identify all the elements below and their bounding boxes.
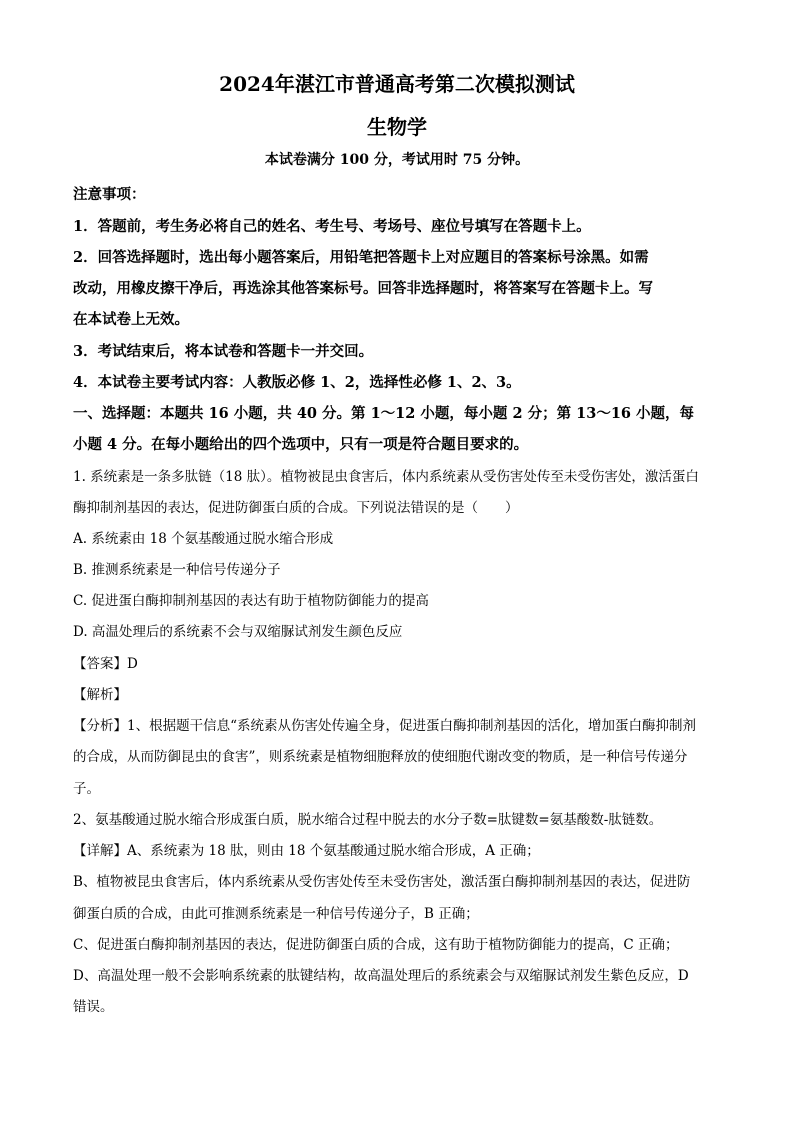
section-heading-line: 一、选择题：本题共 16 小题，共 40 分。第 1～12 小题，每小题 2 分；第 13～16 小题，每 (73, 405, 695, 422)
note-line: 2．回答选择题时，选出每小题答案后，用铅笔把答题卡上对应题目的答案标号涂黑。如需 (73, 249, 649, 266)
analysis-line: 的合成，从而防御昆虫的食害”，则系统素是植物细胞释放的使细胞代谢改变的物质，是一种信号传递分 (73, 749, 688, 765)
note-line: 改动，用橡皮擦干净后，再选涂其他答案标号。回答非选择题时，将答案写在答题卡上。写 (73, 280, 653, 297)
analysis-line: 错误。 (73, 999, 114, 1015)
analysis-line: 【分析】1、根据题干信息“系统素从伤害处传遍全身，促进蛋白酶抑制剂基因的活化，增加蛋白酶抑制剂 (73, 718, 696, 734)
note-line: 3．考试结束后，将本试卷和答题卡一并交回。 (73, 343, 374, 360)
notes-heading: 注意事项： (73, 186, 146, 203)
option-b: B. 推测系统素是一种信号传递分子 (73, 562, 281, 578)
option-d: D. 高温处理后的系统素不会与双缩脲试剂发生颜色反应 (73, 624, 403, 640)
analysis-heading: 【解析】 (73, 687, 127, 703)
answer-line: 【答案】D (73, 656, 138, 672)
analysis-line: B、植物被昆虫食害后，体内系统素从受伤害处传至未受伤害处，激活蛋白酶抑制剂基因的表达，促进防 (73, 874, 691, 890)
analysis-line: C、促进蛋白酶抑制剂基因的表达，促进防御蛋白质的合成，这有助于植物防御能力的提高，C 正确； (73, 937, 679, 953)
question-stem-line: 酶抑制剂基因的表达，促进防御蛋白质的合成。下列说法错误的是（ ） (73, 500, 519, 516)
note-line: 在本试卷上无效。 (73, 311, 189, 328)
exam-info: 本试卷满分 100 分，考试用时 75 分钟。 (264, 152, 530, 168)
option-a: A. 系统素由 18 个氨基酸通过脱水缩合形成 (73, 531, 334, 547)
section-heading-line: 小题 4 分。在每小题给出的四个选项中，只有一项是符合题目要求的。 (73, 436, 529, 453)
note-line: 4．本试卷主要考试内容：人教版必修 1、2，选择性必修 1、2、3。 (73, 374, 521, 391)
note-line: 1．答题前，考生务必将自己的姓名、考生号、考场号、座位号填写在答题卡上。 (73, 218, 591, 235)
subject-title: 生物学 (367, 115, 427, 139)
exam-title: 2024年湛江市普通高考第二次模拟测试 (219, 72, 575, 96)
option-c: C. 促进蛋白酶抑制剂基因的表达有助于植物防御能力的提高 (73, 593, 429, 609)
analysis-line: D、高温处理一般不会影响系统素的肽键结构，故高温处理后的系统素会与双缩脲试剂发生紫色反应，D (73, 968, 689, 984)
analysis-line: 【详解】A、系统素为 18 肽，则由 18 个氨基酸通过脱水缩合形成，A 正确； (73, 843, 540, 859)
analysis-line: 子。 (73, 781, 100, 797)
analysis-line: 御蛋白质的合成，由此可推测系统素是一种信号传递分子，B 正确； (73, 906, 479, 922)
analysis-line: 2、氨基酸通过脱水缩合形成蛋白质，脱水缩合过程中脱去的水分子数=肽键数=氨基酸数-肽链数。 (73, 812, 663, 828)
question-stem-line: 1. 系统素是一条多肽链（18 肽）。植物被昆虫食害后，体内系统素从受伤害处传至未受伤害处，激活蛋白 (73, 469, 699, 485)
